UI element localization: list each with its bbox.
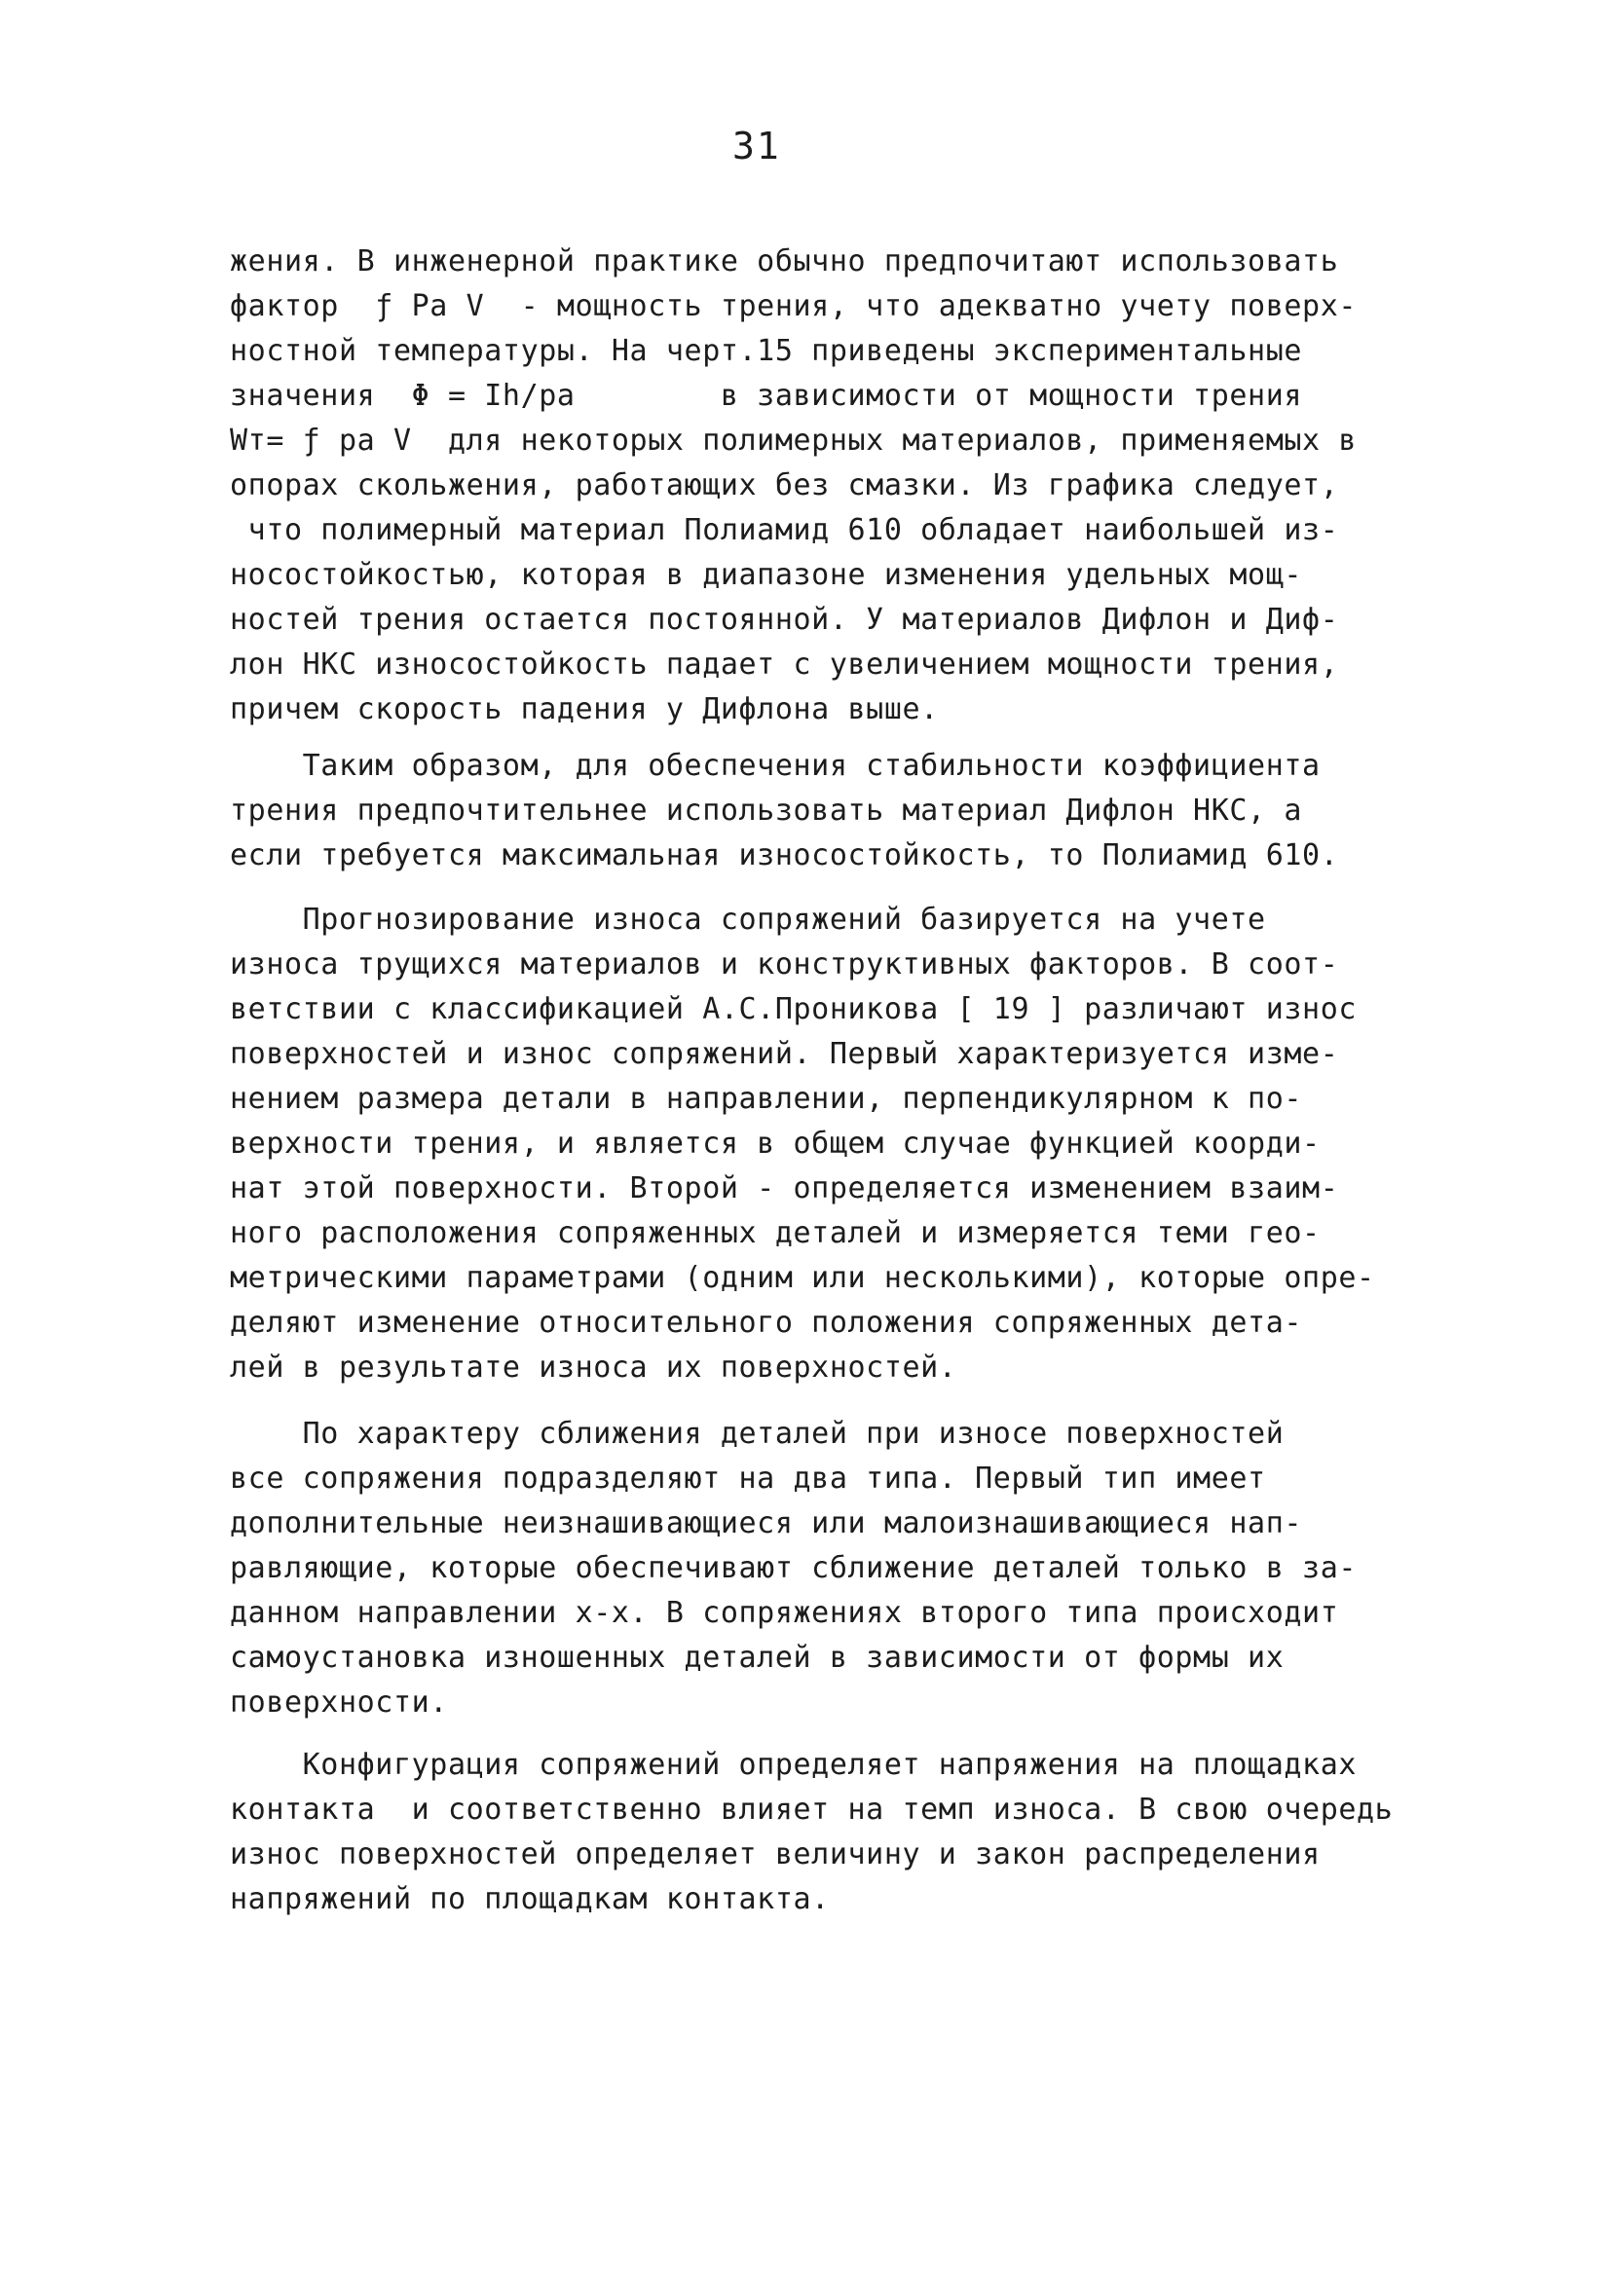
text-line: ветствии с классификацией А.С.Проникова [ 19 ] различают износ bbox=[230, 992, 1358, 1026]
text-line: значения Φ = Ih/pa в зависимости от мощности трения bbox=[230, 379, 1303, 413]
text-line: самоустановка изношенных деталей в зависимости от формы их bbox=[230, 1641, 1285, 1675]
paragraph-5 bbox=[230, 1743, 1428, 1922]
text-line: нением размера детали в направлении, перпендикулярном к по- bbox=[230, 1082, 1303, 1116]
text-line: метрическими параметрами (одним или несколькими), которые опре- bbox=[230, 1261, 1375, 1295]
text-line: напряжений по площадкам контакта. bbox=[230, 1882, 830, 1916]
text-line: Прогнозирование износа сопряжений базируется на учете bbox=[230, 903, 1266, 937]
text-line: По характеру сближения деталей при износе поверхностей bbox=[230, 1417, 1285, 1451]
paragraph-4 bbox=[230, 1412, 1428, 1725]
text-line: износ поверхностей определяет величину и закон распределения bbox=[230, 1837, 1321, 1871]
text-line: данном направлении х-х. В сопряжениях второго типа происходит bbox=[230, 1596, 1339, 1630]
text-line: носостойкостью, которая в диапазоне изменения удельных мощ- bbox=[230, 558, 1303, 592]
text-line: Конфигурация сопряжений определяет напряжения на площадках bbox=[230, 1748, 1358, 1782]
text-line: опорах скольжения, работающих без смазки. Из графика следует, bbox=[230, 468, 1339, 502]
page-number: 31 bbox=[732, 125, 781, 167]
text-line: если требуется максимальная износостойкость, то Полиамид 610. bbox=[230, 838, 1339, 872]
text-line: причем скорость падения у Дифлона выше. bbox=[230, 692, 939, 726]
text-line: дополнительные неизнашивающиеся или малоизнашивающиеся нап- bbox=[230, 1506, 1303, 1540]
text-line: равляющие, которые обеспечивают сближение деталей только в за- bbox=[230, 1551, 1358, 1585]
paragraph-1 bbox=[230, 240, 1428, 732]
text-line: Таким образом, для обеспечения стабильности коэффициента bbox=[230, 749, 1321, 783]
text-line: деляют изменение относительного положения сопряженных дета- bbox=[230, 1306, 1303, 1340]
text-line: Wт= ƒ pa V для некоторых полимерных материалов, применяемых в bbox=[230, 424, 1358, 458]
text-line: поверхности. bbox=[230, 1685, 448, 1720]
text-line: поверхностей и износ сопряжений. Первый характеризуется изме- bbox=[230, 1037, 1339, 1071]
text-line: износа трущихся материалов и конструктивных факторов. В соот- bbox=[230, 947, 1339, 981]
text-line: ностной температуры. На черт.15 приведены экспериментальные bbox=[230, 334, 1303, 368]
text-line: ностей трения остается постоянной. У материалов Дифлон и Диф- bbox=[230, 603, 1339, 637]
text-line: трения предпочтительнее использовать материал Дифлон НКС, а bbox=[230, 794, 1303, 828]
text-line: верхности трения, и является в общем случае функцией коорди- bbox=[230, 1127, 1321, 1161]
text-line: жения. В инженерной практике обычно предпочитают использовать bbox=[230, 244, 1339, 278]
text-line: нат этой поверхности. Второй - определяется изменением взаим- bbox=[230, 1171, 1339, 1205]
text-line: что полимерный материал Полиамид 610 обладает наибольшей из- bbox=[230, 513, 1339, 547]
text-line: лей в результате износа их поверхностей. bbox=[230, 1351, 957, 1385]
text-line: ного расположения сопряженных деталей и измеряется теми гео- bbox=[230, 1216, 1321, 1250]
text-line: лон НКС износостойкость падает с увеличением мощности трения, bbox=[230, 648, 1339, 682]
text-line: фактор ƒ Pa V - мощность трения, что адекватно учету поверх- bbox=[230, 289, 1358, 323]
paragraph-3 bbox=[230, 898, 1428, 1390]
paragraph-2 bbox=[230, 744, 1428, 878]
text-line: все сопряжения подразделяют на два типа. Первый тип имеет bbox=[230, 1462, 1266, 1496]
text-line: контакта и соответственно влияет на темп износа. В свою очередь bbox=[230, 1793, 1394, 1827]
